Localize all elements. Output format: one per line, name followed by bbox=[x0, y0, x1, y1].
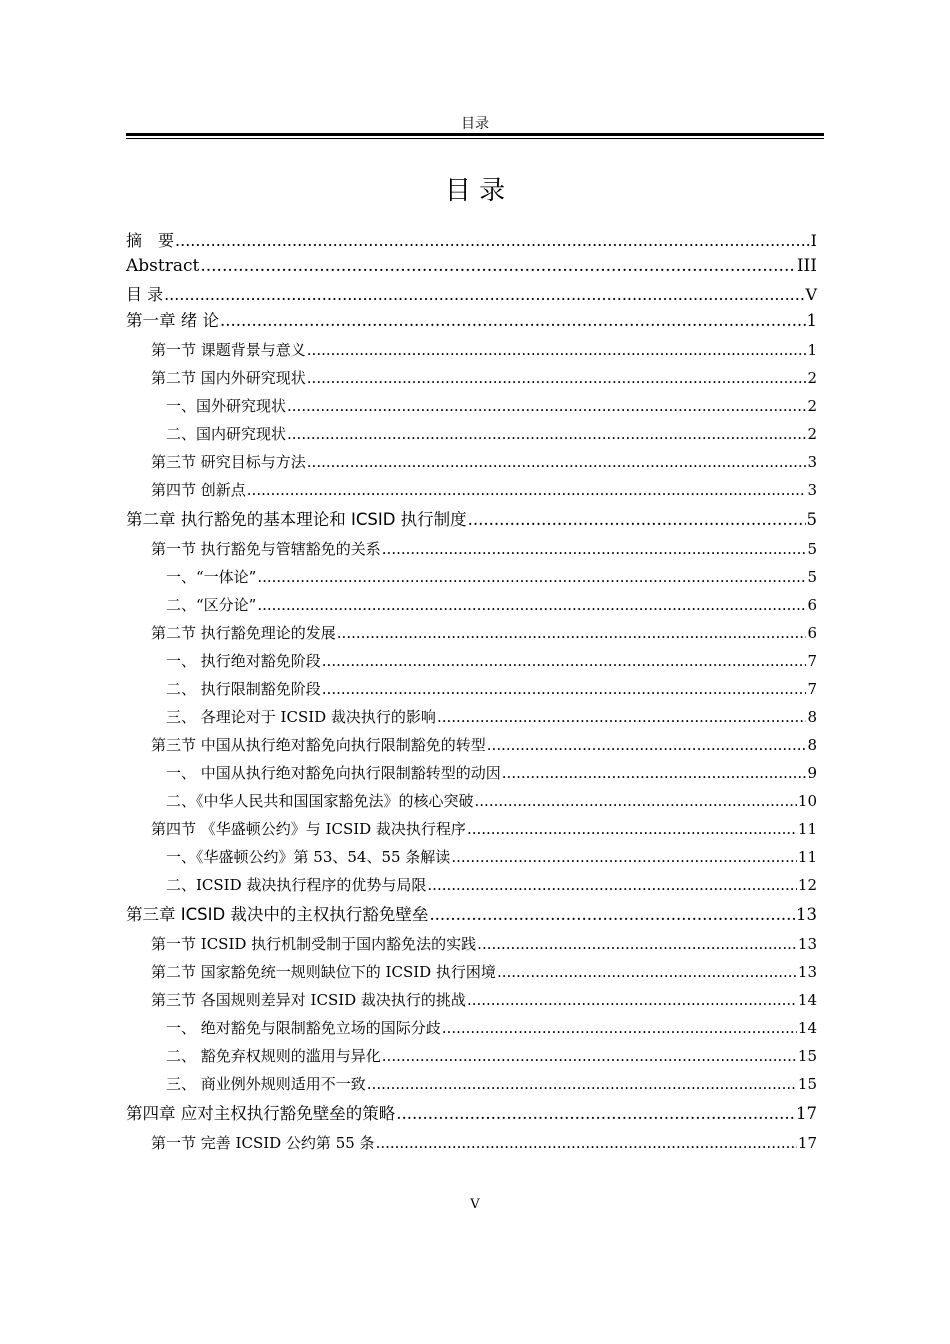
toc-entry-page: 9 bbox=[807, 764, 817, 782]
toc-entry[interactable] bbox=[126, 899, 817, 930]
toc-entry[interactable] bbox=[126, 282, 817, 305]
toc-entry-page: 5 bbox=[807, 540, 817, 558]
toc-entry-page: 12 bbox=[797, 876, 817, 894]
toc-entry-label: 一、 绝对豁免与限制豁免立场的国际分歧 bbox=[166, 1019, 441, 1037]
toc-entry-label: 第一节 ICSID 执行机制受制于国内豁免法的实践 bbox=[151, 935, 477, 953]
toc-entry-page: 5 bbox=[806, 510, 817, 529]
toc-entry[interactable] bbox=[126, 986, 817, 1014]
toc-entry-page: 8 bbox=[807, 736, 817, 754]
toc-entry[interactable] bbox=[126, 420, 817, 448]
toc-entry-label: 第四章 应对主权执行豁免壁垒的策略 bbox=[126, 1104, 396, 1123]
toc-entry-label: 一、 执行绝对豁免阶段 bbox=[166, 652, 321, 670]
toc-entry[interactable] bbox=[126, 843, 817, 871]
toc-entry-page: 2 bbox=[807, 425, 817, 443]
toc-entry-page: 3 bbox=[807, 453, 817, 471]
toc-dot-leader bbox=[367, 1070, 797, 1098]
toc-entry[interactable] bbox=[126, 759, 817, 787]
running-header: 目录 bbox=[461, 116, 489, 132]
toc-entry-page: 15 bbox=[797, 1075, 817, 1093]
page-title: 目 录 bbox=[444, 176, 506, 206]
toc-dot-leader bbox=[467, 815, 797, 843]
toc-dot-leader bbox=[487, 731, 807, 759]
toc-entry-page: 2 bbox=[807, 397, 817, 415]
toc-entry[interactable] bbox=[126, 305, 817, 336]
toc-entry-label: 二、国内研究现状 bbox=[166, 425, 287, 443]
toc-dot-leader bbox=[164, 285, 804, 304]
table-of-contents bbox=[126, 228, 817, 1157]
toc-entry[interactable] bbox=[126, 675, 817, 703]
toc-entry-label: 第二节 国内外研究现状 bbox=[151, 369, 306, 387]
toc-entry-page: V bbox=[805, 285, 817, 304]
toc-entry-label: 第一节 课题背景与意义 bbox=[151, 341, 306, 359]
toc-entry-page: 1 bbox=[807, 341, 817, 359]
toc-dot-leader bbox=[382, 535, 807, 563]
toc-entry-label: 第三节 中国从执行绝对豁免向执行限制豁免的转型 bbox=[151, 736, 486, 754]
toc-entry-page: 13 bbox=[797, 963, 817, 981]
toc-entry[interactable] bbox=[126, 958, 817, 986]
toc-dot-leader bbox=[376, 1129, 797, 1157]
toc-entry[interactable] bbox=[126, 731, 817, 759]
toc-entry-label: 一、“一体论” bbox=[166, 568, 257, 586]
toc-dot-leader bbox=[502, 759, 807, 787]
toc-entry-page: 8 bbox=[807, 708, 817, 726]
toc-entry-label: 第三章 ICSID 裁决中的主权执行豁免壁垒 bbox=[126, 905, 429, 924]
toc-dot-leader bbox=[451, 843, 797, 871]
toc-entry-label: Abstract bbox=[126, 256, 200, 276]
toc-entry-page: III bbox=[796, 256, 817, 276]
toc-entry[interactable] bbox=[126, 1042, 817, 1070]
toc-entry-label: 第一节 执行豁免与管辖豁免的关系 bbox=[151, 540, 381, 558]
toc-entry-label: 二、 豁免弃权规则的滥用与异化 bbox=[166, 1047, 381, 1065]
toc-entry[interactable] bbox=[126, 563, 817, 591]
toc-entry-label: 二、 执行限制豁免阶段 bbox=[166, 680, 321, 698]
toc-entry[interactable] bbox=[126, 815, 817, 843]
toc-entry-label: 一、《华盛顿公约》第 53、54、55 条解读 bbox=[166, 848, 451, 866]
toc-entry-page: 15 bbox=[797, 1047, 817, 1065]
page-number: V bbox=[470, 1197, 480, 1212]
toc-dot-leader bbox=[442, 1014, 797, 1042]
toc-dot-leader bbox=[467, 986, 797, 1014]
toc-entry-page: 7 bbox=[807, 680, 817, 698]
toc-entry-label: 三、 各理论对于 ICSID 裁决执行的影响 bbox=[166, 708, 436, 726]
toc-entry-label: 二、“区分论” bbox=[166, 596, 257, 614]
toc-entry-page: 1 bbox=[806, 311, 817, 330]
toc-entry[interactable] bbox=[126, 647, 817, 675]
toc-entry-page: 11 bbox=[797, 848, 817, 866]
toc-entry[interactable] bbox=[126, 1070, 817, 1098]
toc-entry-page: 3 bbox=[807, 481, 817, 499]
header-rule-thick bbox=[126, 133, 824, 136]
toc-dot-leader bbox=[322, 647, 807, 675]
toc-entry[interactable] bbox=[126, 1098, 817, 1129]
toc-entry-page: 7 bbox=[807, 652, 817, 670]
toc-entry[interactable] bbox=[126, 787, 817, 815]
toc-entry-page: 6 bbox=[807, 596, 817, 614]
toc-entry-label: 三、 商业例外规则适用不一致 bbox=[166, 1075, 366, 1093]
toc-entry-label: 目 录 bbox=[126, 285, 164, 304]
toc-dot-leader bbox=[427, 871, 797, 899]
toc-entry-page: I bbox=[810, 231, 817, 250]
toc-entry-page: 10 bbox=[797, 792, 817, 810]
toc-dot-leader bbox=[307, 336, 807, 364]
toc-entry[interactable] bbox=[126, 364, 817, 392]
toc-entry-label: 一、 中国从执行绝对豁免向执行限制豁转型的动因 bbox=[166, 764, 501, 782]
toc-entry[interactable] bbox=[126, 535, 817, 563]
toc-dot-leader bbox=[307, 364, 807, 392]
toc-dot-leader bbox=[396, 1098, 795, 1129]
toc-entry-label: 第三节 各国规则差异对 ICSID 裁决执行的挑战 bbox=[151, 991, 466, 1009]
toc-dot-leader bbox=[475, 787, 797, 815]
toc-dot-leader bbox=[200, 251, 796, 282]
toc-dot-leader bbox=[287, 392, 806, 420]
toc-dot-leader bbox=[257, 563, 806, 591]
toc-entry-label: 一、国外研究现状 bbox=[166, 397, 287, 415]
toc-entry-label: 摘 要 bbox=[126, 231, 175, 250]
toc-entry-label: 第四节 《华盛顿公约》与 ICSID 裁决执行程序 bbox=[151, 820, 466, 838]
toc-entry-page: 14 bbox=[797, 1019, 817, 1037]
toc-entry[interactable] bbox=[126, 228, 817, 251]
toc-entry[interactable] bbox=[126, 591, 817, 619]
toc-entry-page: 13 bbox=[796, 905, 817, 924]
toc-entry-page: 13 bbox=[797, 935, 817, 953]
toc-entry[interactable] bbox=[126, 619, 817, 647]
toc-entry[interactable] bbox=[126, 336, 817, 364]
toc-entry-page: 5 bbox=[807, 568, 817, 586]
toc-entry-label: 第二章 执行豁免的基本理论和 ICSID 执行制度 bbox=[126, 510, 467, 529]
toc-dot-leader bbox=[382, 1042, 797, 1070]
toc-entry-label: 第三节 研究目标与方法 bbox=[151, 453, 306, 471]
toc-entry[interactable] bbox=[126, 504, 817, 535]
toc-entry-label: 第一节 完善 ICSID 公约第 55 条 bbox=[151, 1134, 375, 1152]
toc-entry-label: 第四节 创新点 bbox=[151, 481, 246, 499]
toc-entry-label: 第一章 绪 论 bbox=[126, 311, 219, 330]
toc-entry-page: 2 bbox=[807, 369, 817, 387]
toc-entry-label: 二、ICSID 裁决执行程序的优势与局限 bbox=[166, 876, 427, 894]
toc-entry[interactable] bbox=[126, 392, 817, 420]
toc-dot-leader bbox=[175, 231, 810, 250]
toc-dot-leader bbox=[468, 504, 806, 535]
toc-entry-page: 11 bbox=[797, 820, 817, 838]
toc-dot-leader bbox=[477, 930, 797, 958]
toc-entry[interactable] bbox=[126, 251, 817, 282]
toc-entry-label: 第二节 执行豁免理论的发展 bbox=[151, 624, 336, 642]
toc-dot-leader bbox=[322, 675, 807, 703]
toc-dot-leader bbox=[287, 420, 806, 448]
toc-dot-leader bbox=[247, 476, 807, 504]
toc-entry[interactable] bbox=[126, 1129, 817, 1157]
toc-dot-leader bbox=[220, 305, 806, 336]
toc-dot-leader bbox=[307, 448, 807, 476]
toc-entry-page: 14 bbox=[797, 991, 817, 1009]
toc-entry[interactable] bbox=[126, 476, 817, 504]
toc-entry[interactable] bbox=[126, 871, 817, 899]
toc-dot-leader bbox=[337, 619, 807, 647]
toc-entry[interactable] bbox=[126, 1014, 817, 1042]
toc-entry[interactable] bbox=[126, 930, 817, 958]
toc-entry[interactable] bbox=[126, 703, 817, 731]
toc-entry-page: 17 bbox=[797, 1134, 817, 1152]
toc-dot-leader bbox=[257, 591, 806, 619]
toc-entry-page: 17 bbox=[796, 1104, 817, 1123]
toc-dot-leader bbox=[437, 703, 807, 731]
toc-entry-label: 第二节 国家豁免统一规则缺位下的 ICSID 执行困境 bbox=[151, 963, 496, 981]
toc-dot-leader bbox=[429, 899, 795, 930]
toc-entry-page: 6 bbox=[807, 624, 817, 642]
toc-entry[interactable] bbox=[126, 448, 817, 476]
toc-dot-leader bbox=[497, 958, 797, 986]
toc-entry-label: 二、《中华人民共和国国家豁免法》的核心突破 bbox=[166, 792, 474, 810]
header-rule-thin bbox=[126, 138, 824, 139]
